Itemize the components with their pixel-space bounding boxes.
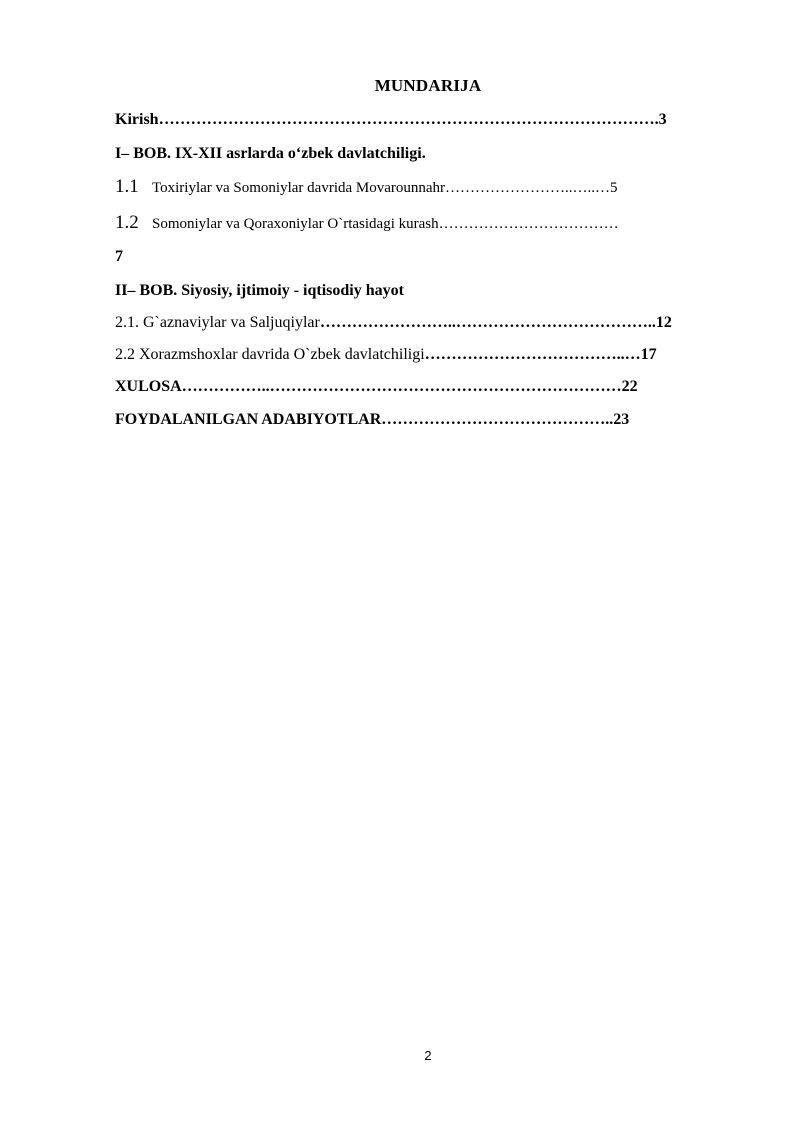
toc-section-2-1 xyxy=(115,313,742,333)
section-title: 2.1. G`aznaviylar va Saljuqiylar xyxy=(115,314,320,331)
toc-chapter-1: I– BOB. IX-XII asrlarda o‘zbek davlatchiligi. xyxy=(115,145,426,162)
section-page: ………………………………..…17 xyxy=(424,346,657,363)
page-number: 2 xyxy=(424,1048,432,1063)
toc-section-1-1 xyxy=(115,177,742,198)
section-title: Somoniylar va Qoraxoniylar O`rtasidagi kurash……………………………… xyxy=(152,216,619,232)
toc-title: MUNDARIJA xyxy=(374,76,482,95)
toc-section-1-2-page: 7 xyxy=(115,248,123,265)
toc-section-2-2 xyxy=(115,345,742,365)
toc-chapter-2: II– BOB. Siyosiy, ijtimoiy - iqtisodiy hayot xyxy=(115,282,404,299)
section-number: 1.2 xyxy=(115,212,139,233)
toc-section-1-2 xyxy=(115,213,742,234)
section-page: ……………………..………………………………..12 xyxy=(319,314,672,331)
section-title: 2.2 Xorazmshoxlar davrida O`zbek davlatchiligi xyxy=(115,346,425,363)
section-title: Toxiriylar va Somoniylar davrida Movarounnahr……………………..…..…5 xyxy=(152,180,618,196)
toc-entry-adabiyotlar: FOYDALANILGAN ADABIYOTLAR……………………………………..23 xyxy=(115,411,630,428)
toc-entry-kirish: Kirish………………………………………………………………………………….3 xyxy=(115,111,667,128)
section-number: 1.1 xyxy=(115,176,139,197)
toc-entry-xulosa: XULOSA……………..…………………………………………………………22 xyxy=(115,378,638,395)
